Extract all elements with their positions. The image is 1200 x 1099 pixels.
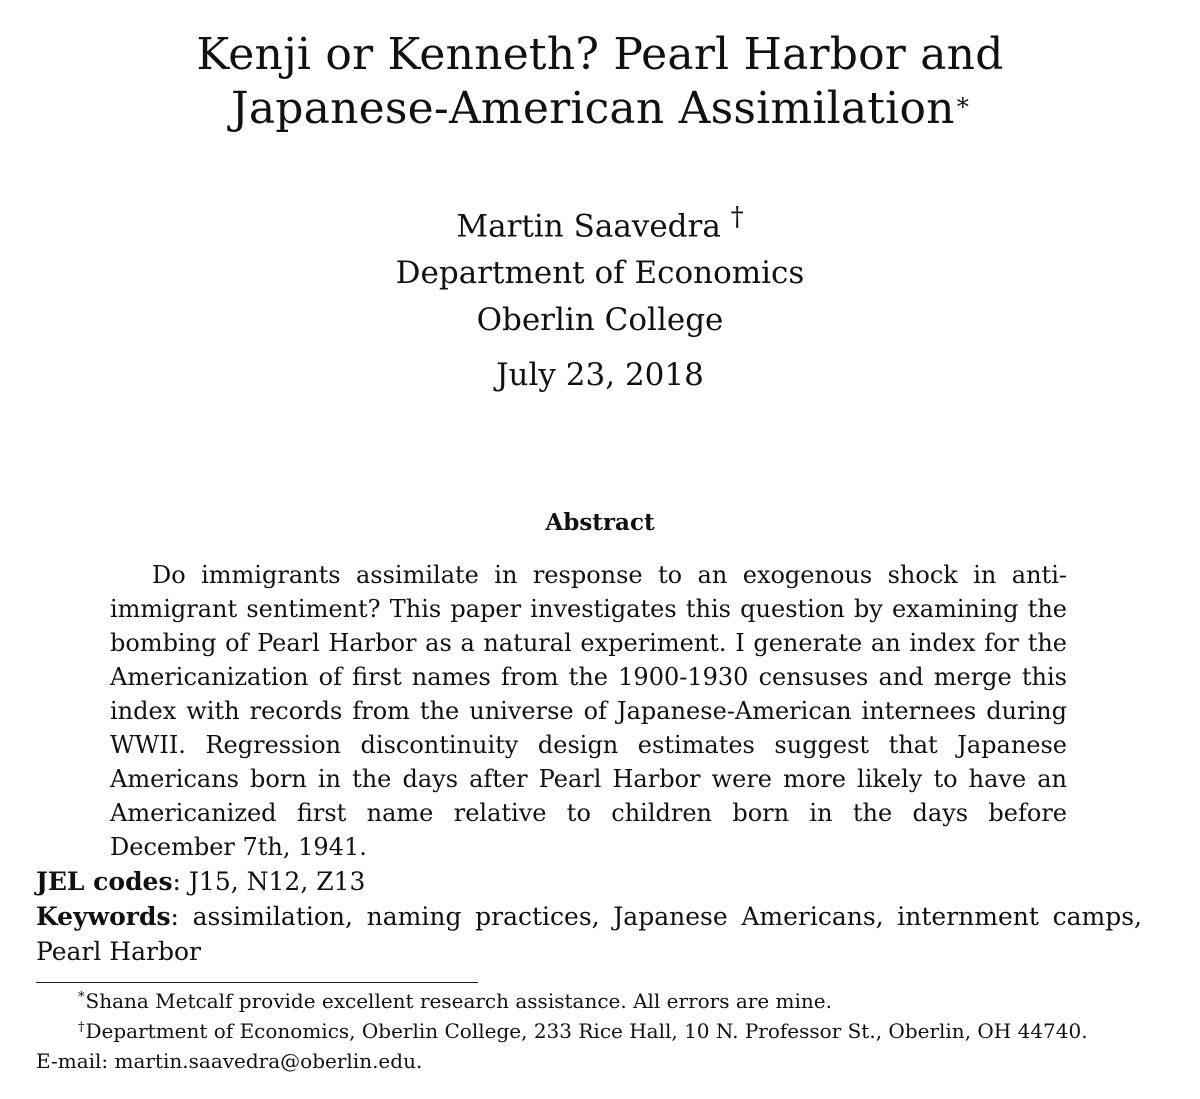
author-department: Department of Economics (395, 255, 805, 292)
footnote-divider (36, 982, 478, 983)
author-name-line (0, 194, 1200, 250)
jel-codes-value: : J15, N12, Z13 (172, 867, 366, 896)
footnote-2 (36, 1016, 1142, 1046)
footnote-1-text: Shana Metcalf provide excellent research assistance. All errors are mine. (85, 989, 832, 1013)
footnote-2-email: E-mail: martin.saavedra@oberlin.edu. (36, 1049, 423, 1073)
keywords-label: Keywords (36, 902, 171, 931)
title-line-1: Kenji or Kenneth? Pearl Harbor and (196, 29, 1004, 80)
keywords-value: : assimilation, naming practices, Japanese Americans, internment camps, Pearl Harbor (36, 902, 1142, 966)
jel-codes-label: JEL codes (36, 867, 173, 896)
paper-title (0, 28, 1200, 136)
abstract-heading: Abstract (545, 509, 655, 536)
footnote-1-mark: * (78, 990, 85, 1005)
footnote-2-text: Department of Economics, Oberlin College, 233 Rice Hall, 10 N. Professor St., Oberlin, OH 44740. (85, 1019, 1088, 1043)
author-footnote-mark: † (730, 202, 744, 232)
author-block (0, 194, 1200, 344)
jel-codes-row (36, 864, 1142, 899)
footnote-2-mark: † (78, 1020, 85, 1035)
paper-metadata (36, 864, 1142, 969)
title-line-2-text: Japanese-American Assimilation (231, 83, 955, 134)
abstract-text: Do immigrants assimilate in response to an exogenous shock in anti-immigrant sentiment? This paper investigates this question by examining the bombing of Pearl Harbor as a natural experiment. I generate an index for the Americanization of first names from the 1900-1930 censuses and merge this index with records from the universe of Japanese-American internees during WWII. Regression discontinuity design estimates suggest that Japanese Americans born in the days after Pearl Harbor were more likely to have an Americanized first name relative to children born in the days before December 7th, 1941. (110, 561, 1067, 861)
title-line-2 (0, 82, 1200, 136)
author-name: Martin Saavedra (456, 208, 721, 245)
author-institution: Oberlin College (476, 302, 724, 339)
footnote-1 (36, 986, 1142, 1016)
paper-date: July 23, 2018 (496, 357, 704, 393)
footnotes (36, 986, 1142, 1076)
title-footnote-mark: * (956, 93, 969, 121)
keywords-row (36, 899, 1142, 969)
